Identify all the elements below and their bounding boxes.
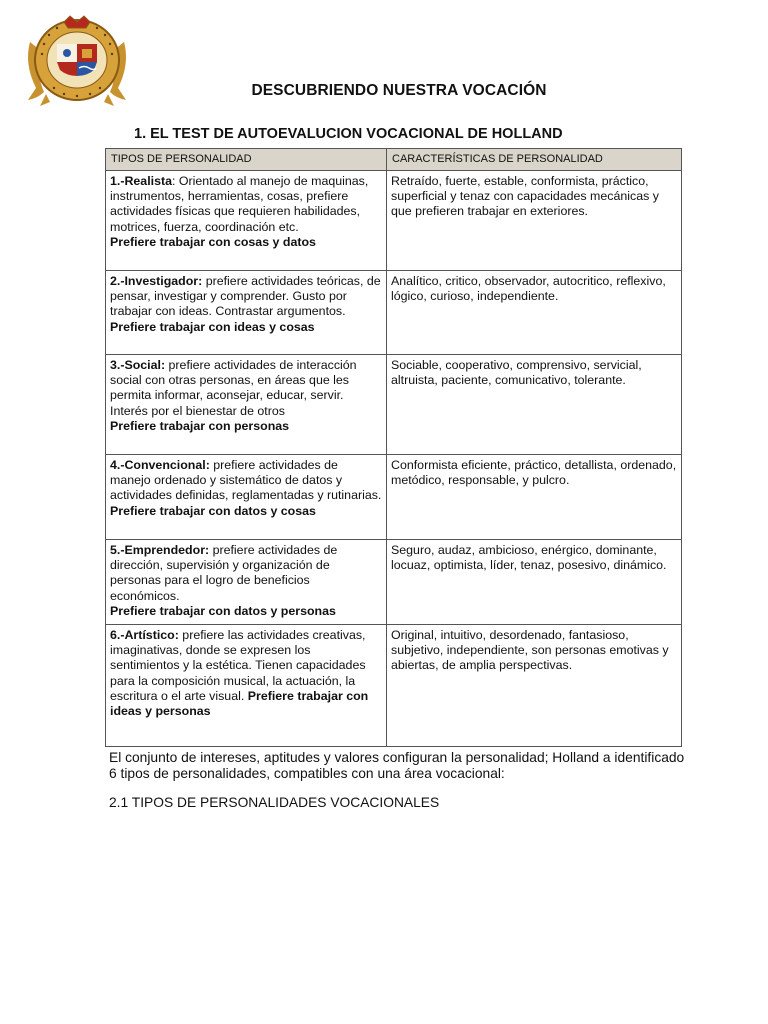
- characteristics-cell: Conformista eficiente, práctico, detallista, ordenado, metódico, responsable, y pulcro.: [387, 455, 682, 540]
- type-preference: Prefiere trabajar con cosas y datos: [110, 234, 316, 249]
- table-header-row: [106, 149, 682, 171]
- type-description: prefiere actividades de manejo ordenado y sistemático de datos y actividades definidas, reglamentadas y rutinarias.: [110, 458, 382, 503]
- type-description: : Orientado al manejo de maquinas, instrumentos, herramientas, cosas, prefiere actividades físicas que requieren habilidades, motrices, fuerza, coordinación etc.: [110, 174, 369, 234]
- personality-type-cell: [106, 455, 387, 540]
- subsection-heading: 2.1 TIPOS DE PERSONALIDADES VOCACIONALES: [109, 795, 440, 810]
- type-description: prefiere actividades teóricas, de pensar, investigar y comprender. Gusto por trabajar con ideas. Contrastar argumentos.: [110, 274, 381, 319]
- section-heading: 1. EL TEST DE AUTOEVALUCION VOCACIONAL DE HOLLAND: [134, 126, 563, 142]
- document-title: [0, 82, 768, 100]
- table-row: [106, 355, 682, 455]
- personality-type-cell: [106, 271, 387, 355]
- personality-type-cell: [106, 625, 387, 747]
- type-preference: Prefiere trabajar con ideas y personas: [110, 688, 369, 719]
- type-name: 5.-Emprendedor:: [110, 543, 210, 557]
- table-row: [106, 540, 682, 625]
- type-description: prefiere actividades de interacción social con otras personas, en áreas que les permita informar, aconsejar, educar, servir. Interés por el bienestar de otros: [110, 358, 357, 418]
- type-name: 2.-Investigador:: [110, 274, 203, 288]
- personality-type-cell: [106, 355, 387, 455]
- type-preference: Prefiere trabajar con datos y cosas: [110, 503, 316, 518]
- column-header-characteristics: CARACTERÍSTICAS DE PERSONALIDAD: [387, 149, 682, 171]
- table-row: [106, 171, 682, 271]
- closing-paragraph: El conjunto de intereses, aptitudes y valores configuran la personalidad; Holland a identificado 6 tipos de personalidades, compatibles con una área vocacional:: [109, 750, 685, 781]
- characteristics-cell: Original, intuitivo, desordenado, fantasioso, subjetivo, independiente, son personas emotivas y abiertas, de amplia perspectivas.: [387, 625, 682, 747]
- type-preference: Prefiere trabajar con personas: [110, 418, 290, 433]
- characteristics-cell: Analítico, critico, observador, autocritico, reflexivo, lógico, curioso, independiente.: [387, 271, 682, 355]
- type-preference: Prefiere trabajar con ideas y cosas: [110, 319, 315, 334]
- characteristics-cell: Sociable, cooperativo, comprensivo, servicial, altruista, paciente, comunicativo, tolerante.: [387, 355, 682, 455]
- table-row: [106, 271, 682, 355]
- type-name: 3.-Social:: [110, 358, 166, 372]
- table-row: [106, 625, 682, 747]
- characteristics-cell: Retraído, fuerte, estable, conformista, práctico, superficial y tenaz con capacidades mecánicas y que prefieren trabajar en exteriores.: [387, 171, 682, 271]
- holland-personality-table: [105, 148, 682, 747]
- type-name: 6.-Artístico:: [110, 628, 179, 642]
- type-preference: Prefiere trabajar con datos y personas: [110, 603, 336, 618]
- type-name: 4.-Convencional:: [110, 458, 210, 472]
- characteristics-cell: Seguro, audaz, ambicioso, enérgico, dominante, locuaz, optimista, líder, tenaz, posesivo, dinámico.: [387, 540, 682, 625]
- personality-type-cell: [106, 540, 387, 625]
- type-description: prefiere actividades de dirección, supervisión y organización de personas para el logro de beneficios económicos.: [110, 543, 338, 603]
- column-header-types: TIPOS DE PERSONALIDAD: [106, 149, 387, 171]
- personality-type-cell: [106, 171, 387, 271]
- document-title-text: DESCUBRIENDO NUESTRA VOCACIÓN: [251, 82, 547, 99]
- type-name: 1.-Realista: [110, 174, 172, 188]
- type-description: prefiere las actividades creativas, imaginativas, donde se expresen los sentimientos y la estética. Tienen capacidades para la composición musical, la actuación, la escritura o el arte visual.: [110, 628, 366, 703]
- table-row: [106, 455, 682, 540]
